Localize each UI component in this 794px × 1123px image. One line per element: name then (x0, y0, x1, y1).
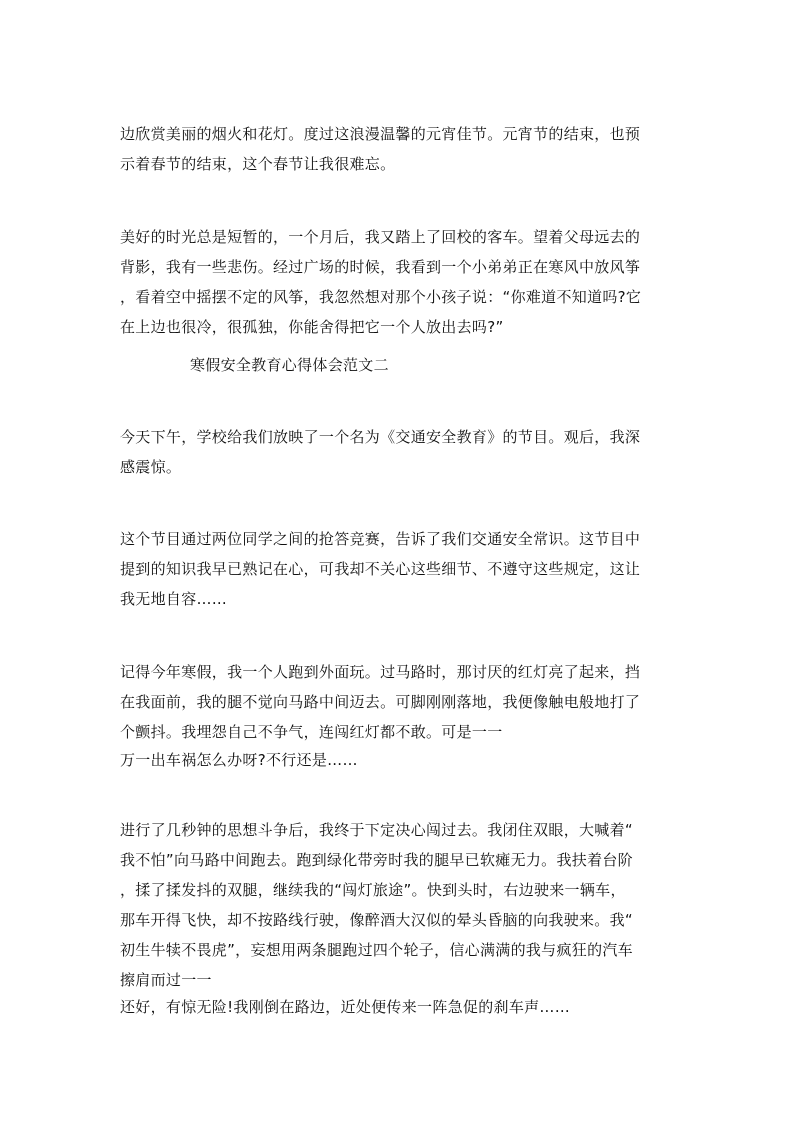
paragraph-line: ，看着空中摇摆不定的风筝，我忽然想对那个小孩子说：“你难道不知道吗?它 (120, 288, 642, 306)
paragraph-line: 背影，我有一些悲伤。经过广场的时候，我看到一个小弟弟正在寒风中放风筝 (120, 258, 641, 276)
paragraph-line: 进行了几秒钟的思想斗争后，我终于下定决心闯过去。我闭住双眼，大喊着“ (120, 821, 633, 839)
paragraph-line: 记得今年寒假，我一个人跑到外面玩。过马路时，那讨厌的红灯亮了起来，挡 (120, 663, 641, 681)
paragraph-line: 今天下午，学校给我们放映了一个名为《交通安全教育》的节目。观后，我深 (120, 428, 641, 446)
paragraph-line: 初生牛犊不畏虎”，妄想用两条腿跑过四个轮子，信心满满的我与疯狂的汽车 (120, 941, 633, 959)
paragraph-line: 在上边也很冷，很孤独，你能舍得把它一个人放出去吗?” (120, 318, 504, 336)
paragraph-line: 感震惊。 (120, 458, 182, 476)
paragraph-line: 擦肩而过一一 (120, 971, 212, 989)
paragraph-line: ，揉了揉发抖的双腿，继续我的“闯灯旅途”。快到头时，右边驶来一辆车， (120, 881, 626, 899)
paragraph-line: 在我面前，我的腿不觉向马路中间迈去。可脚刚刚落地，我便像触电般地打了 (120, 693, 641, 711)
paragraph-line: 这个节目通过两位同学之间的抢答竞赛，告诉了我们交通安全常识。这节目中 (120, 530, 641, 548)
paragraph-line: 提到的知识我早已熟记在心，可我却不关心这些细节、不遵守这些规定，这让 (120, 560, 641, 578)
paragraph-line: 还好，有惊无险!我刚倒在路边，近处便传来一阵急促的刹车声…… (120, 998, 571, 1016)
paragraph-line: 我不怕”向马路中间跑去。跑到绿化带旁时我的腿早已软瘫无力。我扶着台阶 (120, 851, 633, 869)
paragraph-line: 边欣赏美丽的烟火和花灯。度过这浪漫温馨的元宵佳节。元宵节的结束，也预 (120, 125, 641, 143)
paragraph-line: 示着春节的结束，这个春节让我很难忘。 (120, 155, 396, 173)
paragraph-line: 我无地自容…… (120, 590, 228, 608)
section-heading: 寒假安全教育心得体会范文二 (190, 356, 389, 374)
paragraph-line: 那车开得飞快，却不按路线行驶，像醉酒大汉似的晕头昏脑的向我驶来。我“ (120, 911, 633, 929)
paragraph-line: 万一出车祸怎么办呀?不行还是…… (120, 751, 358, 769)
paragraph-line: 美好的时光总是短暂的，一个月后，我又踏上了回校的客车。望着父母远去的 (120, 228, 641, 246)
paragraph-line: 个颤抖。我埋怨自己不争气，连闯红灯都不敢。可是一一 (120, 723, 503, 741)
